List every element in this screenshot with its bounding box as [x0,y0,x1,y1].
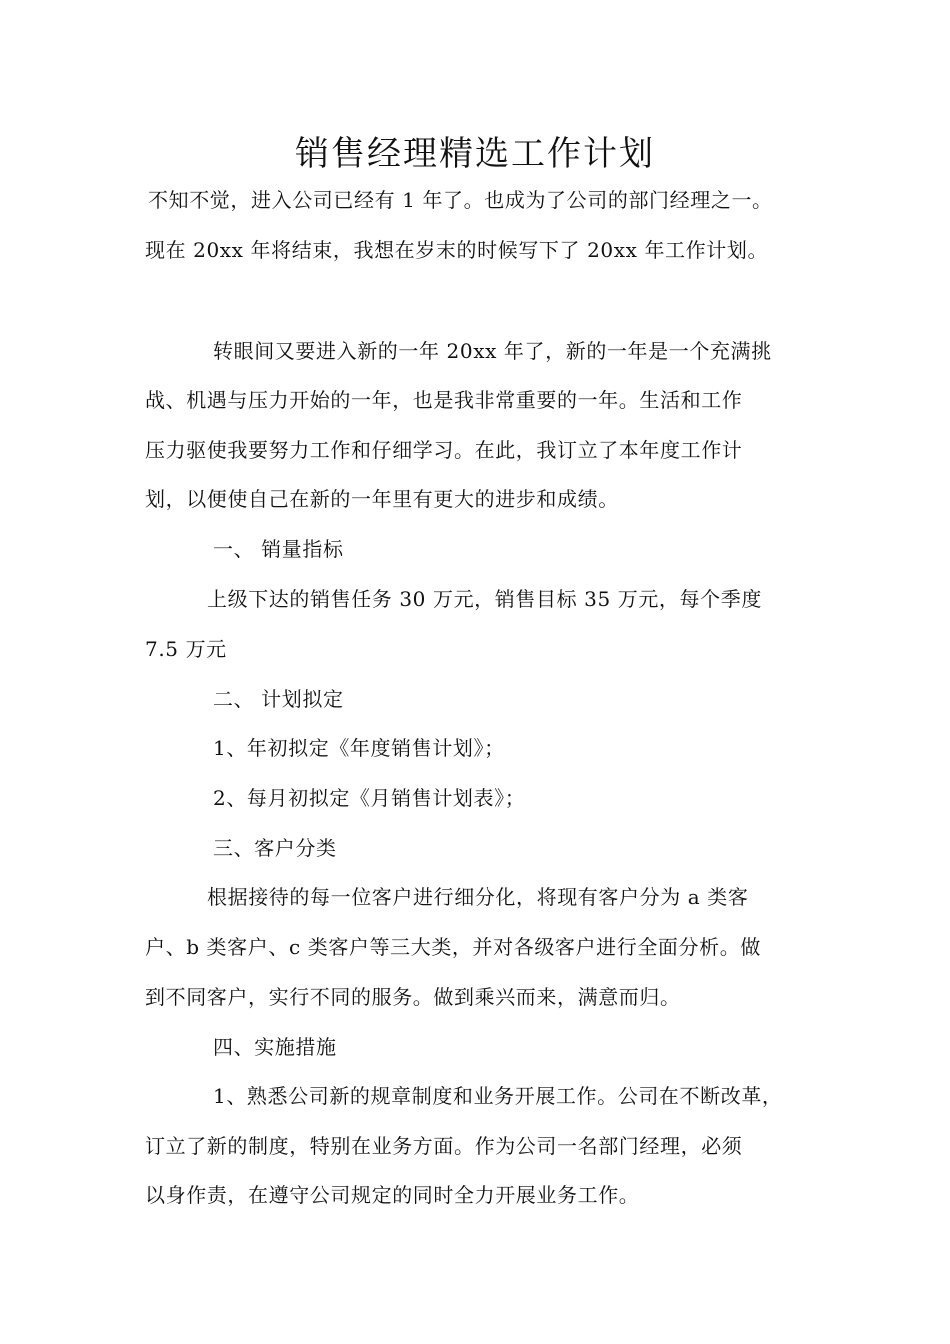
paragraph-line: 根据接待的每一位客户进行细分化，将现有客户分为 a 类客 [207,885,749,909]
paragraph-line: 到不同客户，实行不同的服务。做到乘兴而来，满意而归。 [145,985,681,1009]
section-heading: 二、 计划拟定 [213,687,344,711]
section-heading: 一、 销量指标 [213,537,344,561]
paragraph-line: 压力驱使我要努力工作和仔细学习。在此，我订立了本年度工作计 [145,438,743,462]
paragraph-line: 户、b 类客户、c 类客户等三大类，并对各级客户进行全面分析。做 [145,935,761,959]
paragraph-line: 划，以便使自己在新的一年里有更大的进步和成绩。 [145,487,619,511]
paragraph-line: 订立了新的制度，特别在业务方面。作为公司一名部门经理，必须 [145,1134,743,1158]
paragraph-line: 战、机遇与压力开始的一年，也是我非常重要的一年。生活和工作 [145,388,743,412]
paragraph-line: 上级下达的销售任务 30 万元，销售目标 35 万元，每个季度 [207,587,762,611]
paragraph-line: 不知不觉，进入公司已经有 1 年了。也成为了公司的部门经理之一。 [148,188,773,212]
paragraph-line: 7.5 万元 [145,637,227,661]
document-title: 销售经理精选工作计划 [295,134,655,174]
paragraph-line: 1、熟悉公司新的规章制度和业务开展工作。公司在不断改革， [213,1084,783,1108]
paragraph-line: 以身作责，在遵守公司规定的同时全力开展业务工作。 [145,1183,640,1207]
paragraph-line: 转眼间又要进入新的一年 20xx 年了，新的一年是一个充满挑 [213,339,772,363]
list-item: 1、年初拟定《年度销售计划》； [213,736,505,760]
section-heading: 四、实施措施 [213,1035,337,1059]
section-heading: 三、客户分类 [213,836,337,860]
list-item: 2、每月初拟定《月销售计划表》； [213,786,526,810]
paragraph-line: 现在 20xx 年将结束，我想在岁末的时候写下了 20xx 年工作计划。 [145,238,769,262]
